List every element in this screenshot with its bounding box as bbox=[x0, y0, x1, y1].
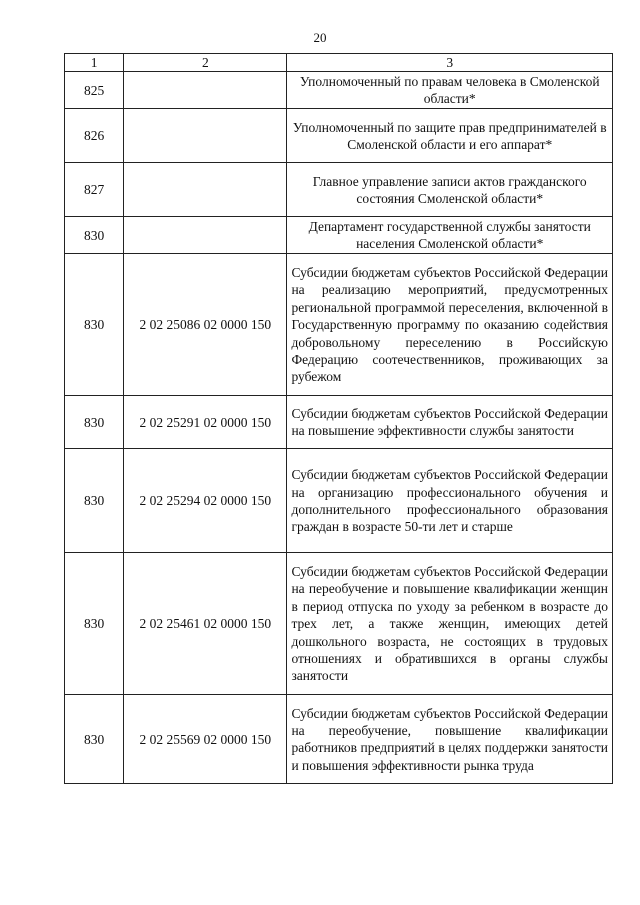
admin-code-cell: 830 bbox=[65, 254, 124, 396]
column-header-3: 3 bbox=[287, 54, 613, 72]
table-row bbox=[65, 217, 613, 254]
description-cell: Субсидии бюджетам субъектов Российской Федерации на реализацию мероприятий, предусмотренных региональной программой переселения, включенной в Государственную программу по оказанию содействия добровольному переселению в Российскую Федерацию соотечественников, проживающих за рубежом bbox=[287, 254, 613, 396]
page-number: 20 bbox=[313, 30, 327, 45]
revenue-code-cell bbox=[124, 163, 287, 217]
revenue-code-cell: 2 02 25569 02 0000 150 bbox=[124, 695, 287, 784]
table-row bbox=[65, 553, 613, 695]
column-header-2: 2 bbox=[124, 54, 287, 72]
table-row bbox=[65, 449, 613, 553]
description-cell: Субсидии бюджетам субъектов Российской Федерации на организацию профессионального обучения и дополнительного профессионального образования граждан в возрасте 50-ти лет и старше bbox=[287, 449, 613, 553]
table-row bbox=[65, 72, 613, 109]
admin-code-cell: 827 bbox=[65, 163, 124, 217]
description-cell: Субсидии бюджетам субъектов Российской Федерации на повышение эффективности службы занятости bbox=[287, 396, 613, 449]
description-cell: Уполномоченный по правам человека в Смоленской области* bbox=[287, 72, 613, 109]
admin-code-cell: 830 bbox=[65, 217, 124, 254]
admin-code-cell: 830 bbox=[65, 695, 124, 784]
description-cell: Субсидии бюджетам субъектов Российской Федерации на переобучение и повышение квалификации женщин в период отпуска по уходу за ребенком в возрасте до трех лет, а также женщин, имеющих детей дошкольного возраста, не состоящих в трудовых отношениях и обратившихся в органы службы занятости bbox=[287, 553, 613, 695]
revenue-code-cell: 2 02 25086 02 0000 150 bbox=[124, 254, 287, 396]
revenue-code-cell: 2 02 25294 02 0000 150 bbox=[124, 449, 287, 553]
revenue-code-cell: 2 02 25461 02 0000 150 bbox=[124, 553, 287, 695]
revenue-code-cell: 2 02 25291 02 0000 150 bbox=[124, 396, 287, 449]
budget-table bbox=[64, 53, 613, 784]
revenue-code-cell bbox=[124, 72, 287, 109]
description-cell: Уполномоченный по защите прав предпринимателей в Смоленской области и его аппарат* bbox=[287, 109, 613, 163]
admin-code-cell: 830 bbox=[65, 449, 124, 553]
admin-code-cell: 825 bbox=[65, 72, 124, 109]
revenue-code-cell bbox=[124, 217, 287, 254]
table-row bbox=[65, 254, 613, 396]
description-cell: Субсидии бюджетам субъектов Российской Федерации на переобучение, повышение квалификации работников предприятий в целях поддержки занятости и повышения эффективности рынка труда bbox=[287, 695, 613, 784]
table-header-row bbox=[65, 54, 613, 72]
admin-code-cell: 830 bbox=[65, 553, 124, 695]
table-row bbox=[65, 109, 613, 163]
description-cell: Главное управление записи актов гражданского состояния Смоленской области* bbox=[287, 163, 613, 217]
table-row bbox=[65, 163, 613, 217]
admin-code-cell: 830 bbox=[65, 396, 124, 449]
column-header-1: 1 bbox=[65, 54, 124, 72]
description-cell: Департамент государственной службы занятости населения Смоленской области* bbox=[287, 217, 613, 254]
table-row bbox=[65, 396, 613, 449]
admin-code-cell: 826 bbox=[65, 109, 124, 163]
table-row bbox=[65, 695, 613, 784]
revenue-code-cell bbox=[124, 109, 287, 163]
